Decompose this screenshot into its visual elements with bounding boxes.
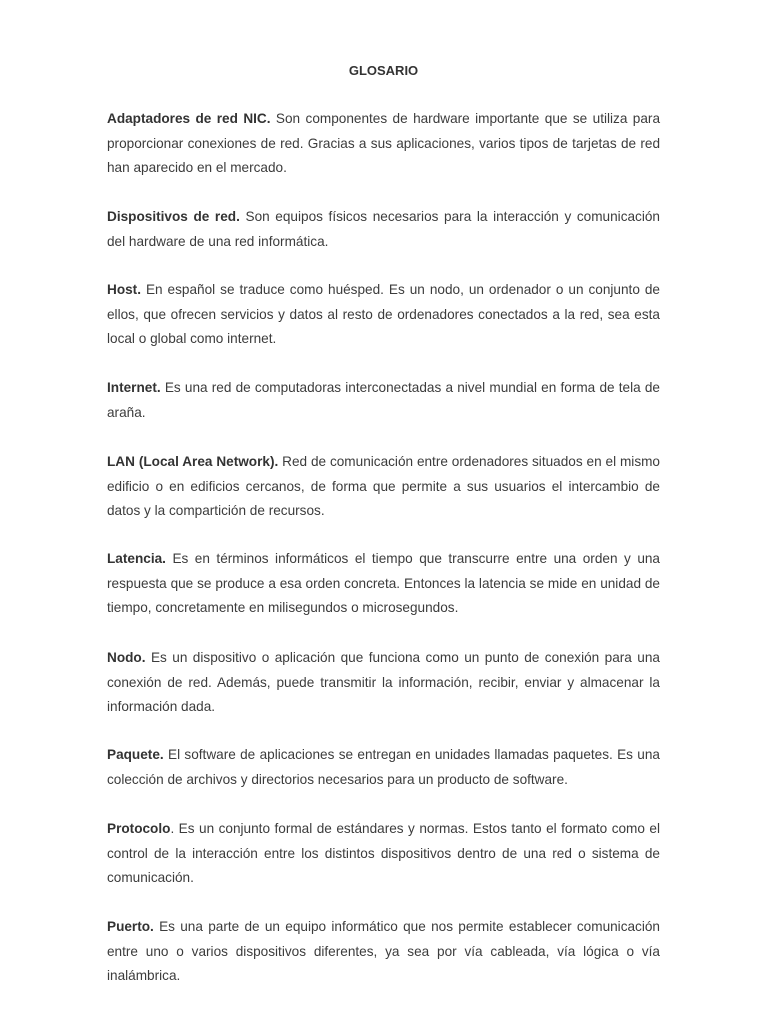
entry-term: LAN (Local Area Network). (107, 454, 279, 469)
entry-definition: El software de aplicaciones se entregan en unidades llamadas paquetes. Es una colección de archivos y directorios necesarios para un producto de software. (107, 747, 660, 787)
entry-definition: Es en términos informáticos el tiempo que transcurre entre una orden y una respuesta que se produce a esa orden concreta. Entonces la latencia se mide en unidad de tiempo, concretamente en milisegundos o microsegundos. (107, 551, 660, 615)
glossary-entry-protocolo (107, 817, 660, 891)
glossary-entry-paquete (107, 743, 660, 792)
entry-term: Puerto. (107, 919, 154, 934)
entry-term: Paquete. (107, 747, 164, 762)
glossary-entry-internet (107, 376, 660, 425)
glossary-entry-lan (107, 450, 660, 524)
entry-definition: Es una red de computadoras interconectadas a nivel mundial en forma de tela de araña. (107, 380, 660, 420)
entry-term: Dispositivos de red. (107, 209, 240, 224)
entry-definition: Son componentes de hardware importante que se utiliza para proporcionar conexiones de red. Gracias a sus aplicaciones, varios tipos de tarjetas de red han aparecido en el mercado. (107, 111, 660, 175)
glossary-entry-nodo (107, 646, 660, 720)
glossary-entry-dispositivos (107, 205, 660, 254)
entry-term: Latencia. (107, 551, 166, 566)
glossary-entry-adaptadores (107, 107, 660, 181)
entry-term: Host. (107, 282, 141, 297)
entry-term: Protocolo (107, 821, 171, 836)
entry-definition: En español se traduce como huésped. Es un nodo, un ordenador o un conjunto de ellos, que ofrecen servicios y datos al resto de ordenadores conectados a la red, sea esta local o global como internet. (107, 282, 660, 346)
glossary-entry-latencia (107, 547, 660, 621)
document-title: GLOSARIO (348, 63, 419, 78)
glossary-entry-host (107, 278, 660, 352)
glossary-entry-puerto (107, 915, 660, 989)
entry-definition: Son equipos físicos necesarios para la interacción y comunicación del hardware de una red informática. (107, 209, 660, 249)
entry-definition: Es un dispositivo o aplicación que funciona como un punto de conexión para una conexión de red. Además, puede transmitir la información, recibir, enviar y almacenar la información dada. (107, 650, 660, 714)
entry-definition: . Es un conjunto formal de estándares y normas. Estos tanto el formato como el control de la interacción entre los distintos dispositivos dentro de una red o sistema de comunicación. (107, 821, 660, 885)
entry-term: Adaptadores de red NIC. (107, 111, 271, 126)
entry-term: Nodo. (107, 650, 146, 665)
entry-definition: Es una parte de un equipo informático que nos permite establecer comunicación entre uno o varios dispositivos diferentes, ya sea por vía cableada, vía lógica o vía inalámbrica. (107, 919, 660, 983)
entry-term: Internet. (107, 380, 161, 395)
entry-definition: Red de comunicación entre ordenadores situados en el mismo edificio o en edificios cercanos, de forma que permite a sus usuarios el intercambio de datos y la compartición de recursos. (107, 454, 660, 518)
